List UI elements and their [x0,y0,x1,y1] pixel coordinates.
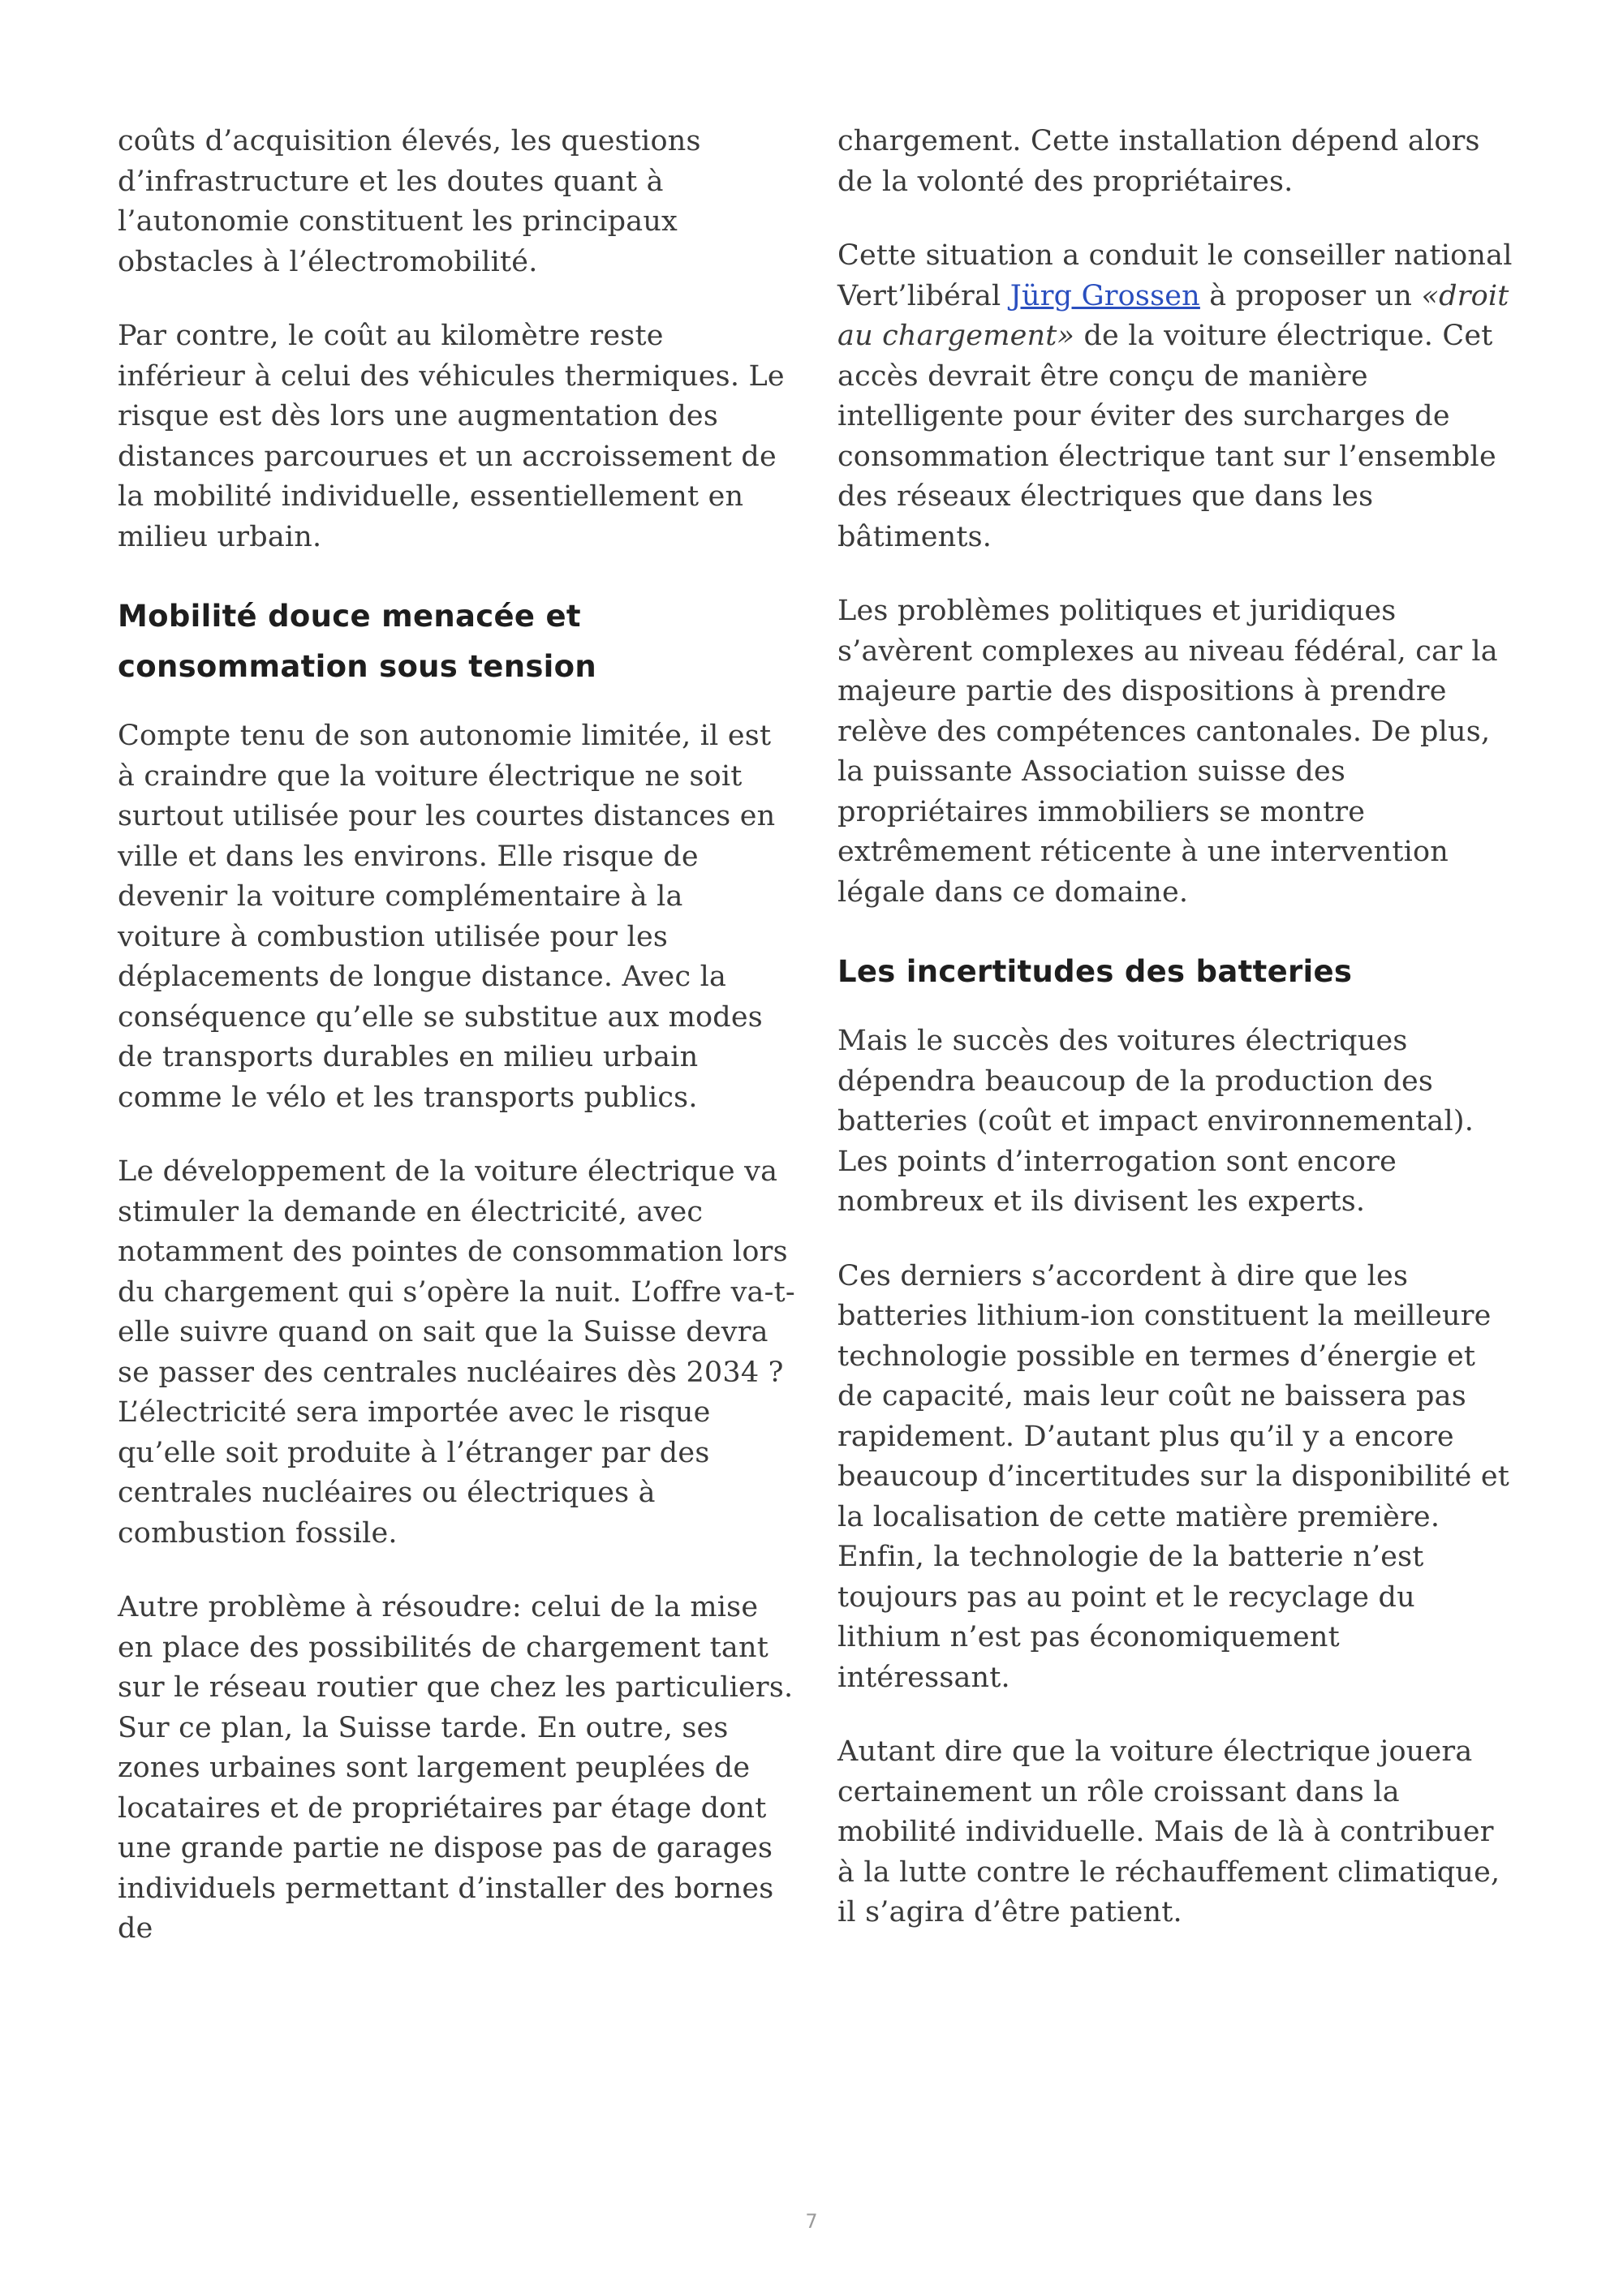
paragraph-conclusion: Autant dire que la voiture électrique jouera certainement un rôle croissant dans la mobilité individuelle. Mais de là à contribuer à la lutte contre le réchauffement climatique, il s’agira d’être patient. [837,1735,1500,1928]
section-heading-mobilite-douce: Mobilité douce menacée et consommation sous tension [118,599,596,684]
text-fragment: à proposer un [1199,279,1422,312]
text-fragment: de la voiture électrique. Cet accès devrait être conçu de manière intelligente pour éviter des surcharges de consommation électrique tant sur l’ensemble des réseaux électriques que dans les bâtiments. [837,320,1496,553]
section-heading-batteries: Les incertitudes des batteries [837,954,1353,989]
right-column [837,122,1515,1967]
page-number: 7 [805,2210,818,2233]
left-column [118,122,795,1984]
paragraph-droit-au-chargement [837,236,1515,557]
paragraph-lithium-ion: Ces derniers s’accordent à dire que les batteries lithium-ion constituent la meilleure technologie possible en termes d’énergie et de capacité, mais leur coût ne baissera pas rapidement. D’autant plus qu’il y a encore beaucoup d’incertitudes sur la disponibilité et la localisation de cette matière première. Enfin, la technologie de la batterie n’est toujours pas au point et le recyclage du lithium n’est pas économiquement intéressant. [837,1259,1510,1694]
paragraph-autonomie: Compte tenu de son autonomie limitée, il est à craindre que la voiture électrique ne soit surtout utilisée pour les courtes distances en ville et dans les environs. Elle risque de devenir la voiture complémentaire à la voiture à combustion utilisée pour les déplacements de longue distance. Avec la conséquence qu’elle se substitue aux modes de transports durables en milieu urbain comme le vélo et les transports publics. [118,720,776,1114]
paragraph-demande-electricite: Le développement de la voiture électrique va stimuler la demande en électricité, avec notamment des pointes de consommation lors du chargement qui s’opère la nuit. L’offre va-t-elle suivre quand on sait que la Suisse devra se passer des centrales nucléaires dès 2034 ? L’électricité sera importée avec le risque qu’elle soit produite à l’étranger par des centrales nucléaires ou électriques à combustion fossile. [118,1155,795,1550]
emphasis-droit-au-chargement: «droit au chargement» [837,279,1509,352]
paragraph-succes-batteries: Mais le succès des voitures électriques dépendra beaucoup de la production des batteries (coût et impact environnemental). Les points d’interrogation sont encore nombreux et ils divisent les experts. [837,1025,1474,1218]
paragraph-continued-right: chargement. Cette installation dépend alors de la volonté des propriétaires. [837,125,1480,198]
text-fragment: Cette situation a conduit le conseiller national Vert’libéral [837,239,1513,312]
link-jurg-grossen[interactable]: Jürg Grossen [1010,279,1200,312]
paragraph-continued: coûts d’acquisition élevés, les questions d’infrastructure et les doutes quant à l’autonomie constituent les principaux obstacles à l’électromobilité. [118,125,701,278]
paragraph-problemes-politiques: Les problèmes politiques et juridiques s’avèrent complexes au niveau fédéral, car la majeure partie des dispositions à prendre relève des compétences cantonales. De plus, la puissante Association suisse des propriétaires immobiliers se montre extrêmement réticente à une intervention légale dans ce domaine. [837,595,1498,909]
paragraph-cost-per-km: Par contre, le coût au kilomètre reste inférieur à celui des véhicules thermiques. Le risque est dès lors une augmentation des distances parcourues et un accroissement de la mobilité individuelle, essentiellement en milieu urbain. [118,320,785,553]
paragraph-chargement: Autre problème à résoudre: celui de la mise en place des possibilités de chargement tant sur le réseau routier que chez les particuliers. Sur ce plan, la Suisse tarde. En outre, ses zones urbaines sont largement peuplées de locataires et de propriétaires par étage dont une grande partie ne dispose pas de garages individuels permettant d’installer des bornes de [118,1591,794,1945]
